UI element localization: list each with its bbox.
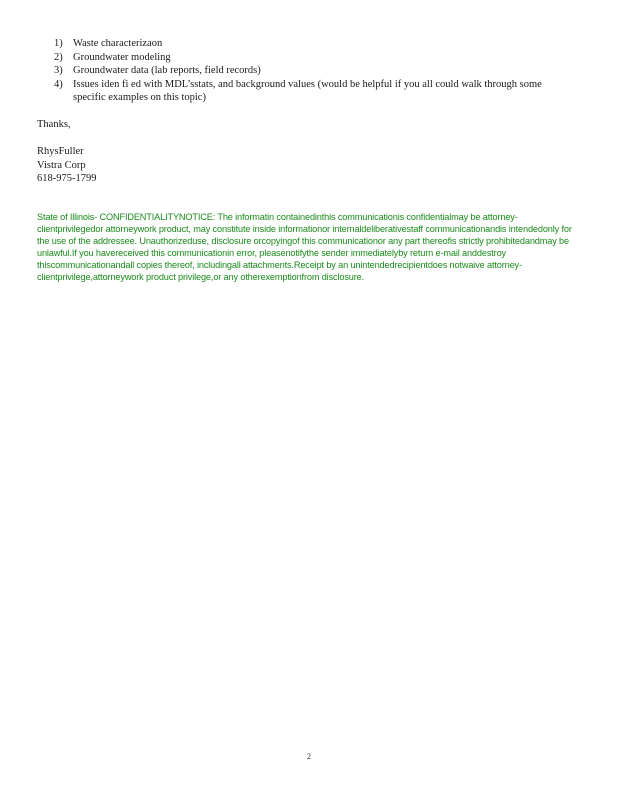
page-number: 2 [307, 752, 311, 761]
list-item-text: Groundwater modeling [73, 51, 171, 63]
list-item-text: Waste characterizaon [73, 38, 163, 49]
signature-phone: 618-975-1799 [37, 173, 97, 184]
list-item-text: Issues iden fi ed with MDL’sstats, and background values (would be helpful if you all could walk through some specific examples on this topic) [73, 78, 542, 103]
list-item [37, 37, 577, 51]
list-item-number: 1) [54, 38, 63, 49]
signature-block [37, 145, 97, 186]
list-item [37, 78, 577, 105]
list-item-number: 2) [54, 51, 63, 63]
list-item-number: 4) [54, 78, 63, 90]
list-item-text: Groundwater data (lab reports, field records) [73, 65, 261, 76]
signature-name: RhysFuller [37, 146, 84, 157]
list-item [37, 51, 577, 65]
list-item-number: 3) [54, 65, 63, 76]
list-item [37, 64, 577, 78]
closing-line: Thanks, [37, 119, 71, 130]
numbered-list [37, 37, 577, 105]
confidentiality-notice: State of Illinois- CONFIDENTIALITYNOTICE: The informatin containedinthis communicationis confidentialmay be attorney-clientprivilegedor attorneywork product, may constitute inside informationor internaldeliberativestaff communicationandis intendedonly for the use of the addressee. Unauthorizeduse, disclosure orcopyingof this communicationor any part thereofis strictly prohibitedandmay be unlawful.If you havereceived this communicationin error, pleasenotifythe sender immediatelyby return e-mail anddestroy thiscommunicationandall copies thereof, includingall attachments.Receipt by an unintendedrecipientdoes notwaive attorney-clientprivilege,attorneywork product privilege,or any otherexemptionfrom disclosure. [37, 212, 572, 282]
signature-company: Vistra Corp [37, 159, 86, 171]
